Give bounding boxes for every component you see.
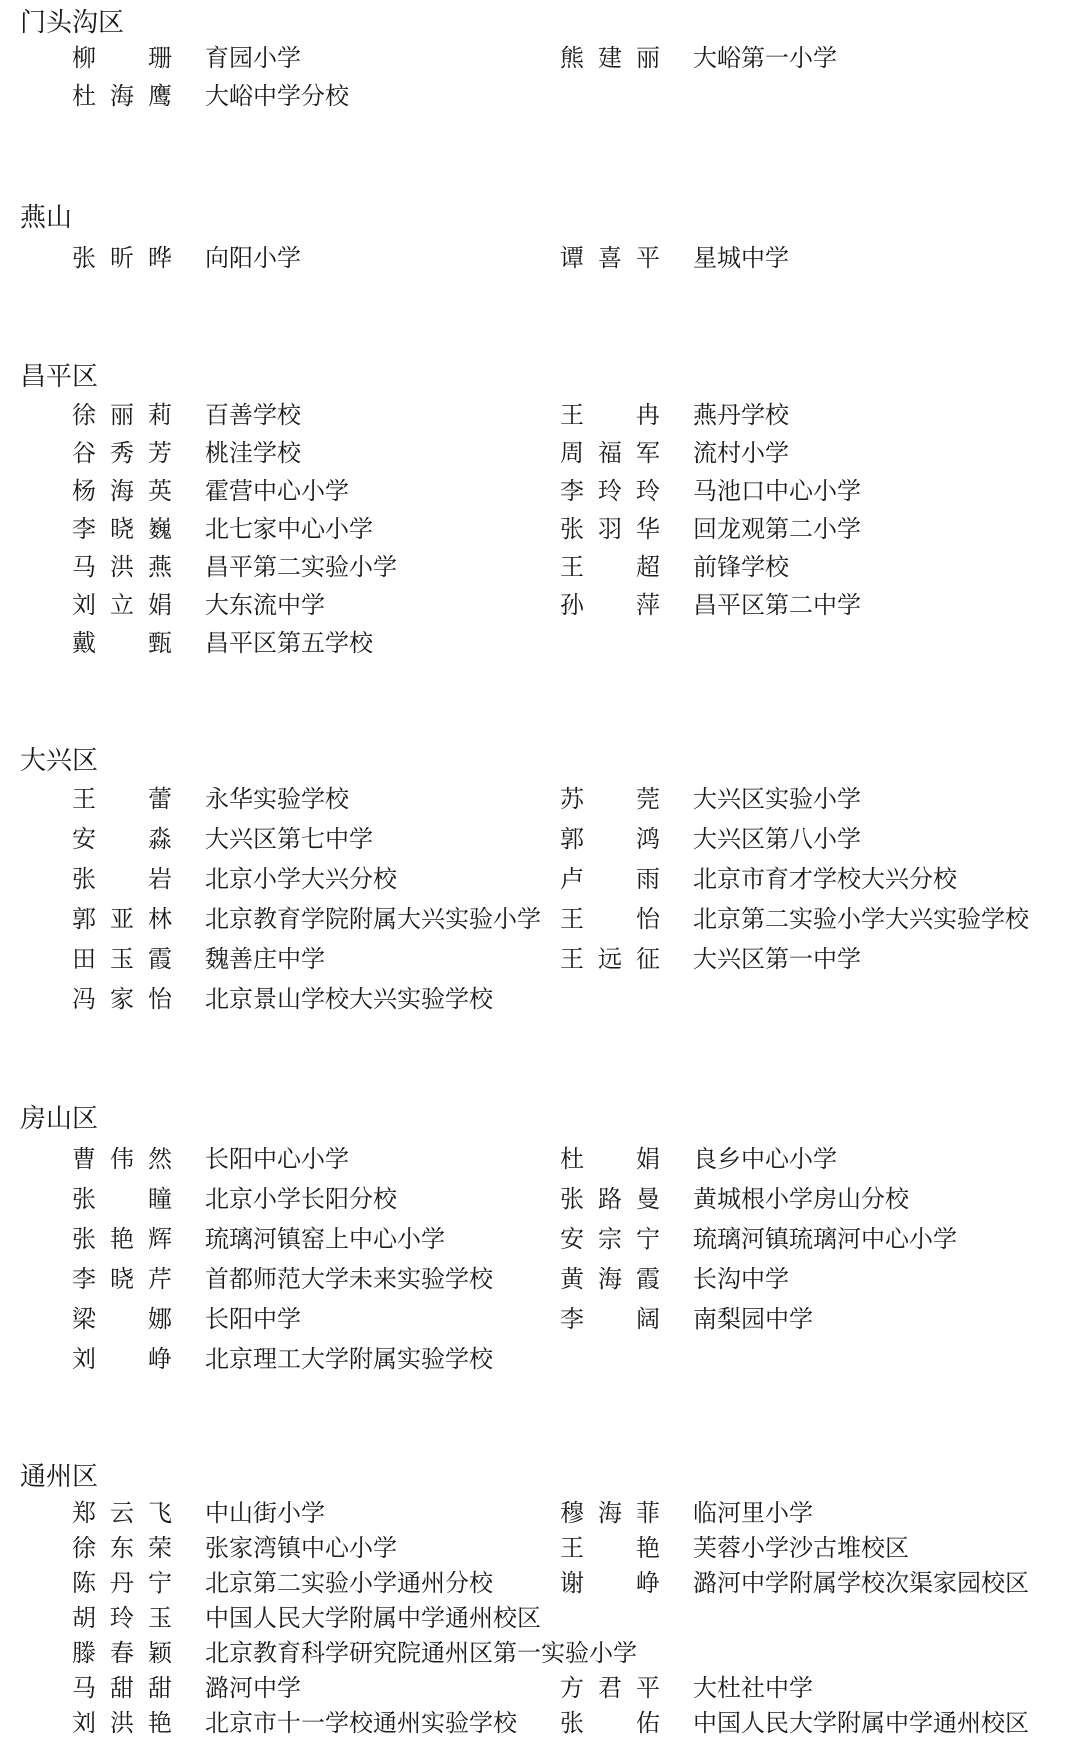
teacher-name: 方君平	[560, 1674, 660, 1702]
teacher-name: 黄海霞	[560, 1265, 660, 1293]
school-name: 流村小学	[693, 439, 789, 467]
teacher-name: 张昕晔	[72, 244, 172, 272]
school-name: 大峪第一小学	[693, 44, 837, 72]
school-name: 中山街小学	[205, 1499, 325, 1527]
teacher-name: 徐东荣	[72, 1534, 172, 1562]
teacher-name: 王 怡	[560, 905, 660, 933]
teacher-name: 张 岩	[72, 865, 172, 893]
district-heading: 昌平区	[20, 362, 99, 392]
teacher-name: 戴 甄	[72, 629, 172, 657]
teacher-name: 王 蕾	[72, 785, 172, 813]
school-name: 中国人民大学附属中学通州校区	[205, 1604, 541, 1632]
teacher-name: 熊建丽	[560, 44, 660, 72]
school-name: 南梨园中学	[693, 1305, 813, 1333]
school-name: 昌平第二实验小学	[205, 553, 397, 581]
teacher-name: 郭 鸿	[560, 825, 660, 853]
teacher-name: 张 瞳	[72, 1185, 172, 1213]
teacher-name: 穆海菲	[560, 1499, 660, 1527]
teacher-name: 王远征	[560, 945, 660, 973]
teacher-name: 郭亚林	[72, 905, 172, 933]
school-name: 首都师范大学未来实验学校	[205, 1265, 493, 1293]
teacher-name: 谢 峥	[560, 1569, 660, 1597]
school-name: 中国人民大学附属中学通州校区	[693, 1709, 1029, 1737]
teacher-name: 刘洪艳	[72, 1709, 172, 1737]
school-name: 黄城根小学房山分校	[693, 1185, 909, 1213]
teacher-name: 孙 萍	[560, 591, 660, 619]
district-heading: 门头沟区	[20, 8, 125, 38]
teacher-name: 李晓芹	[72, 1265, 172, 1293]
school-name: 北七家中心小学	[205, 515, 373, 543]
teacher-name: 田玉霞	[72, 945, 172, 973]
teacher-name: 安 淼	[72, 825, 172, 853]
school-name: 长阳中学	[205, 1305, 301, 1333]
teacher-name: 柳 珊	[72, 44, 172, 72]
school-name: 北京教育学院附属大兴实验小学	[205, 905, 541, 933]
school-name: 大兴区第八小学	[693, 825, 861, 853]
teacher-name: 王 冉	[560, 401, 660, 429]
teacher-name: 谭喜平	[560, 244, 660, 272]
teacher-name: 李晓巍	[72, 515, 172, 543]
teacher-name: 梁 娜	[72, 1305, 172, 1333]
school-name: 永华实验学校	[205, 785, 349, 813]
school-name: 北京第二实验小学大兴实验学校	[693, 905, 1029, 933]
teacher-name: 徐丽莉	[72, 401, 172, 429]
school-name: 霍营中心小学	[205, 477, 349, 505]
teacher-name: 张艳辉	[72, 1225, 172, 1253]
school-name: 北京市十一学校通州实验学校	[205, 1709, 517, 1737]
school-name: 大峪中学分校	[205, 82, 349, 110]
school-name: 北京理工大学附属实验学校	[205, 1345, 493, 1373]
teacher-name: 曹伟然	[72, 1145, 172, 1173]
teacher-name: 杜 娟	[560, 1145, 660, 1173]
teacher-name: 苏 莞	[560, 785, 660, 813]
school-name: 临河里小学	[693, 1499, 813, 1527]
district-heading: 燕山	[20, 203, 73, 233]
school-name: 潞河中学附属学校次渠家园校区	[693, 1569, 1029, 1597]
school-name: 琉璃河镇窑上中心小学	[205, 1225, 445, 1253]
school-name: 芙蓉小学沙古堆校区	[693, 1534, 909, 1562]
school-name: 北京小学长阳分校	[205, 1185, 397, 1213]
teacher-name: 张路曼	[560, 1185, 660, 1213]
teacher-name: 滕春颖	[72, 1639, 172, 1667]
teacher-name: 胡玲玉	[72, 1604, 172, 1632]
teacher-name: 李玲玲	[560, 477, 660, 505]
school-name: 育园小学	[205, 44, 301, 72]
teacher-name: 杨海英	[72, 477, 172, 505]
teacher-name: 郑云飞	[72, 1499, 172, 1527]
school-name: 星城中学	[693, 244, 789, 272]
teacher-name: 刘立娟	[72, 591, 172, 619]
teacher-name: 杜海鹰	[72, 82, 172, 110]
school-name: 向阳小学	[205, 244, 301, 272]
teacher-name: 马洪燕	[72, 553, 172, 581]
school-name: 燕丹学校	[693, 401, 789, 429]
school-name: 昌平区第二中学	[693, 591, 861, 619]
teacher-name: 陈丹宁	[72, 1569, 172, 1597]
school-name: 大兴区实验小学	[693, 785, 861, 813]
school-name: 昌平区第五学校	[205, 629, 373, 657]
school-name: 大杜社中学	[693, 1674, 813, 1702]
teacher-name: 周福军	[560, 439, 660, 467]
school-name: 大东流中学	[205, 591, 325, 619]
school-name: 长沟中学	[693, 1265, 789, 1293]
school-name: 桃洼学校	[205, 439, 301, 467]
school-name: 马池口中心小学	[693, 477, 861, 505]
teacher-name: 谷秀芳	[72, 439, 172, 467]
teacher-name: 冯家怡	[72, 985, 172, 1013]
school-name: 张家湾镇中心小学	[205, 1534, 397, 1562]
teacher-name: 张羽华	[560, 515, 660, 543]
teacher-name: 李 阔	[560, 1305, 660, 1333]
district-heading: 房山区	[20, 1104, 99, 1134]
teacher-name: 安宗宁	[560, 1225, 660, 1253]
teacher-name: 刘 峥	[72, 1345, 172, 1373]
school-name: 北京教育科学研究院通州区第一实验小学	[205, 1639, 637, 1667]
school-name: 魏善庄中学	[205, 945, 325, 973]
school-name: 北京景山学校大兴实验学校	[205, 985, 493, 1013]
teacher-name: 卢 雨	[560, 865, 660, 893]
school-name: 北京小学大兴分校	[205, 865, 397, 893]
school-name: 北京市育才学校大兴分校	[693, 865, 957, 893]
school-name: 百善学校	[205, 401, 301, 429]
district-heading: 大兴区	[20, 746, 99, 776]
school-name: 潞河中学	[205, 1674, 301, 1702]
teacher-name: 王 艳	[560, 1534, 660, 1562]
school-name: 长阳中心小学	[205, 1145, 349, 1173]
school-name: 大兴区第七中学	[205, 825, 373, 853]
school-name: 琉璃河镇琉璃河中心小学	[693, 1225, 957, 1253]
school-name: 回龙观第二小学	[693, 515, 861, 543]
school-name: 北京第二实验小学通州分校	[205, 1569, 493, 1597]
teacher-name: 张 佑	[560, 1709, 660, 1737]
school-name: 前锋学校	[693, 553, 789, 581]
teacher-name: 马甜甜	[72, 1674, 172, 1702]
teacher-name: 王 超	[560, 553, 660, 581]
school-name: 良乡中心小学	[693, 1145, 837, 1173]
district-heading: 通州区	[20, 1462, 99, 1492]
school-name: 大兴区第一中学	[693, 945, 861, 973]
